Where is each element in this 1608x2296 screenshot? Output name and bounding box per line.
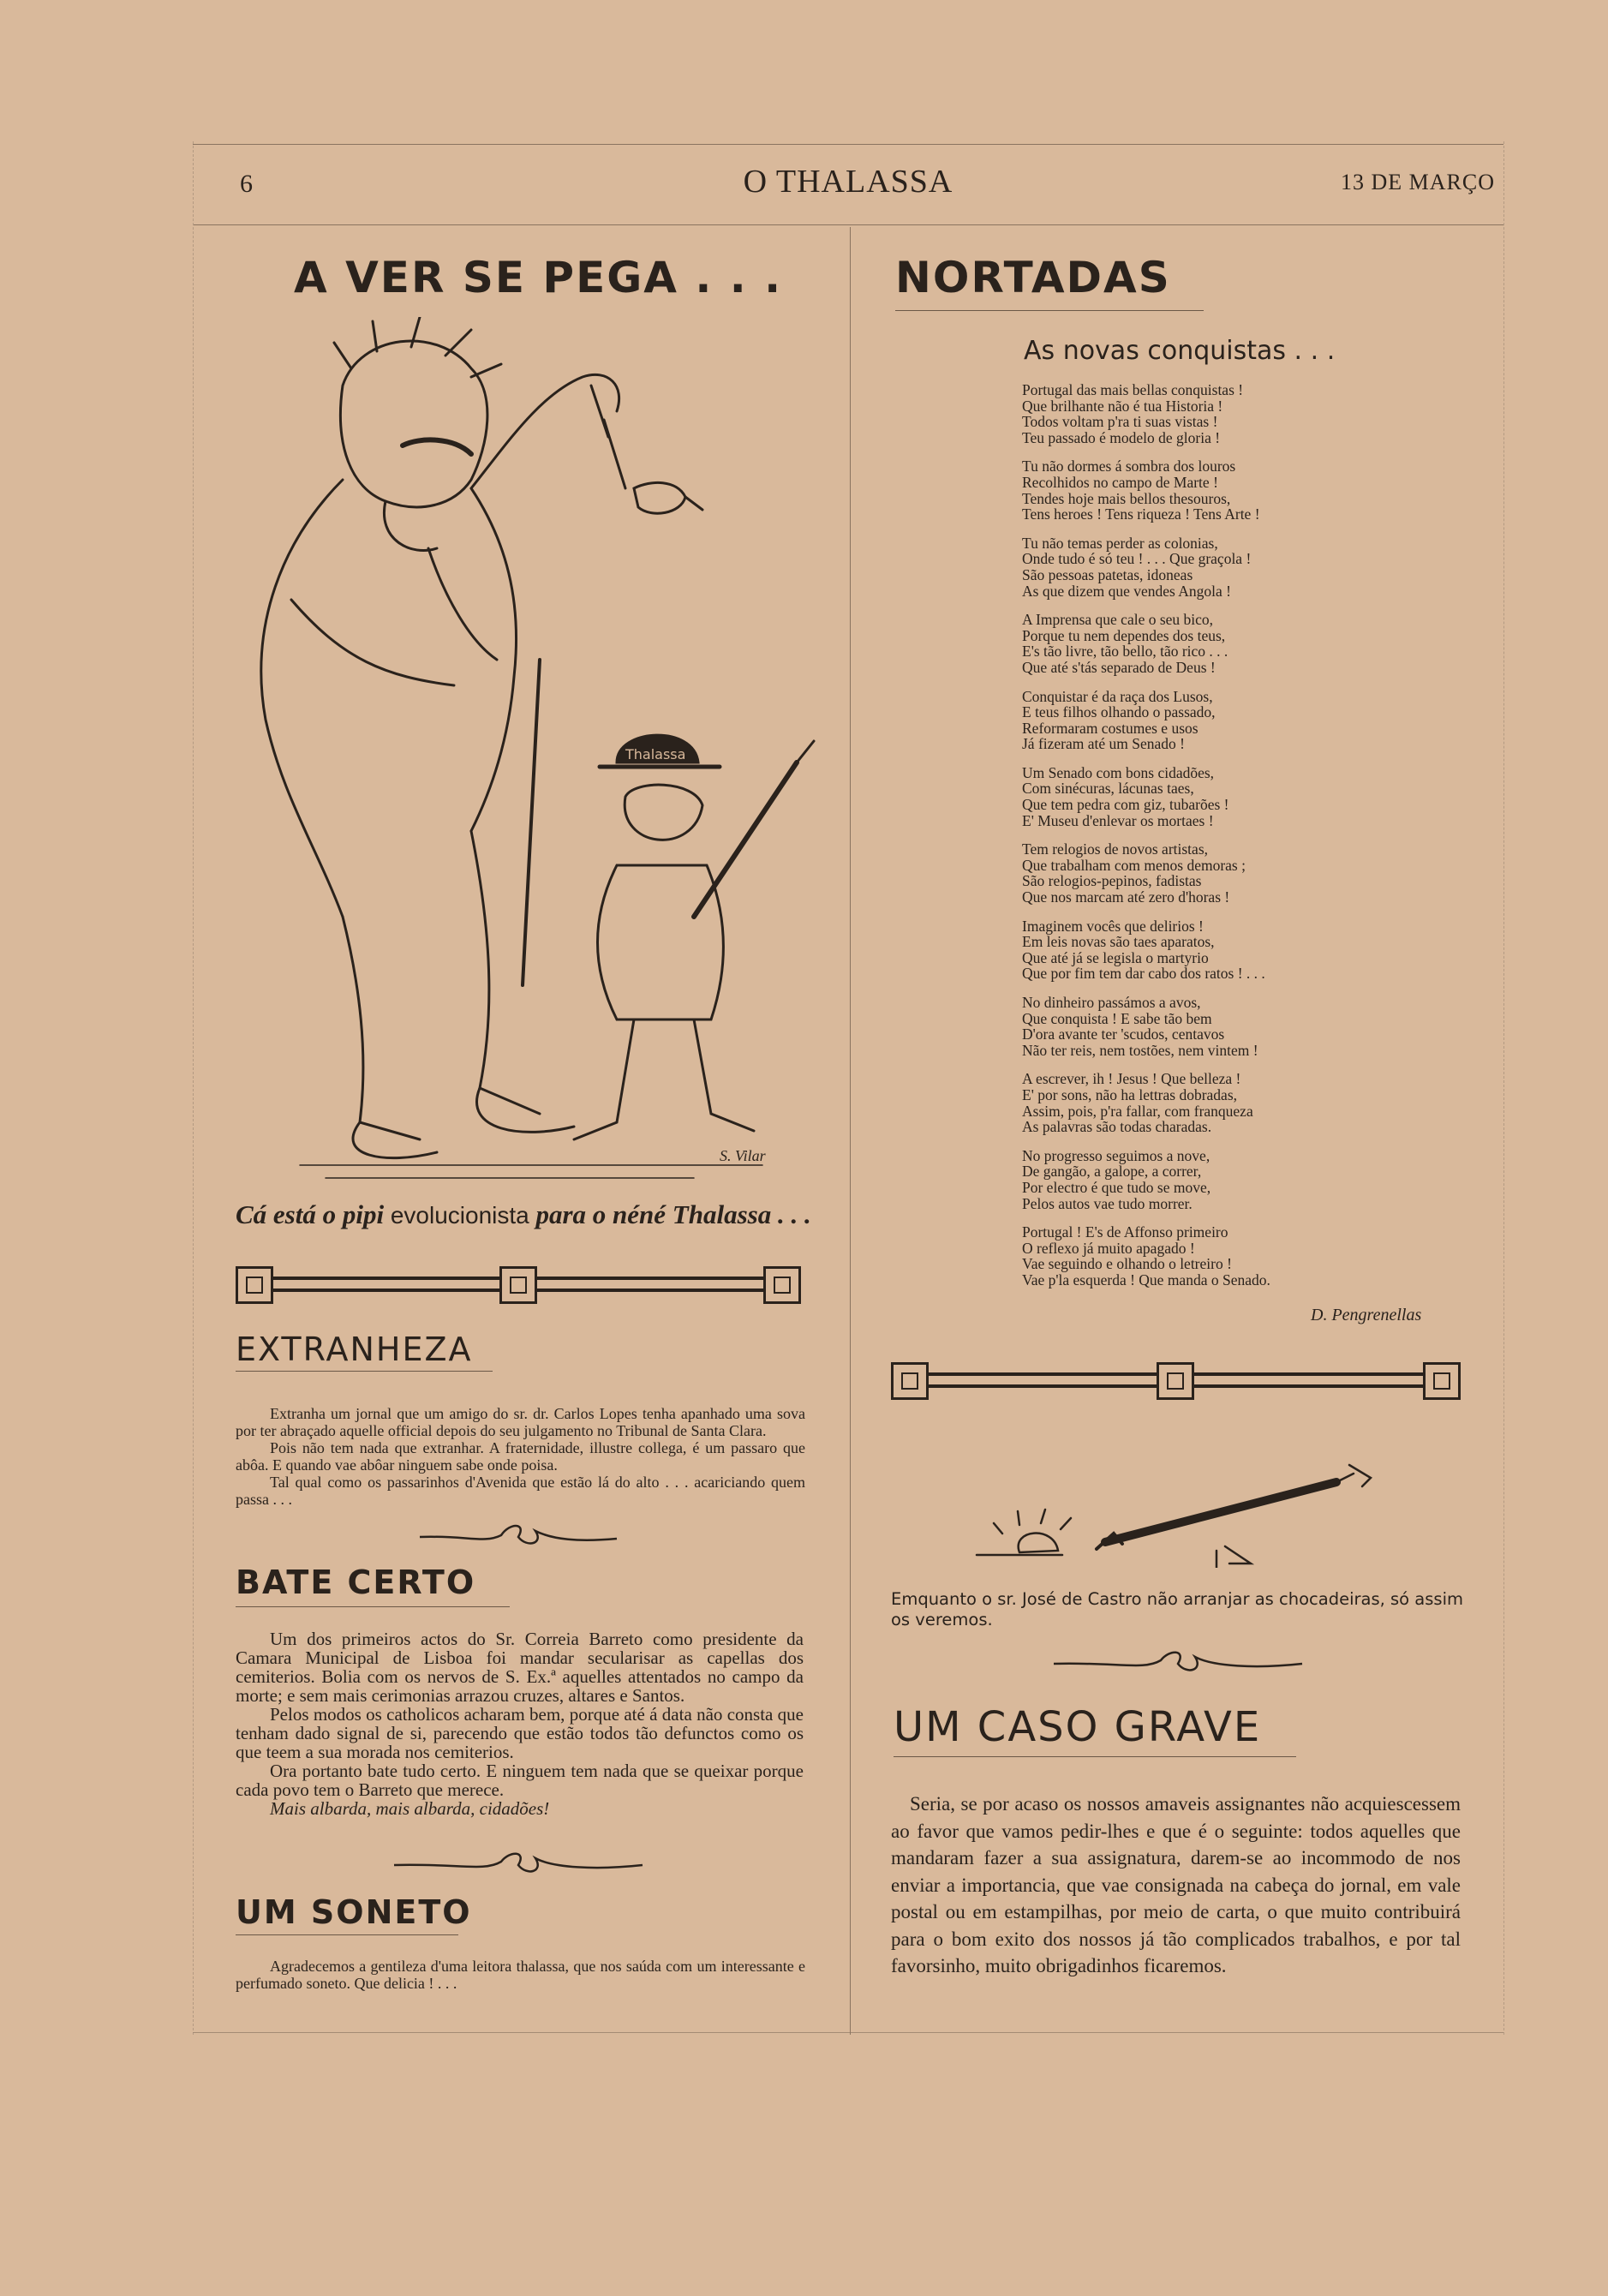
hat-label: Thalassa [625,746,686,762]
poem [1022,382,1348,1301]
poem-stanza: Portugal das mais bellas conquistas ! Que brilhante não é tua Historia ! Todos voltam p'ra ti suas vistas ! Teu passado é modelo de gloria ! [1022,381,1244,446]
flourish-divider [415,1518,621,1552]
cartoon-illustration [214,317,822,1199]
extranheza-body: Extranha um jornal que um amigo do sr. dr. Carlos Lopes tenha apanhado uma sova por ter abraçado aquelle official depois do seu julgamento no Tribunal de Santa Clara. Pois não tem nada que extranhar. A fraternidade, illustre collega, é um passaro que abôa. E quando vae abôar ninguem sabe onde poisa. Tal qual como os passarinhos d'Avenida que estão lá do alto . . . acariciando quem passa . . . [236,1405,805,1508]
caso-grave-body: Seria, se por acaso os nossos amaveis assignantes não acquiescessem ao favor que vamos pedir-lhes e que é o seguinte: todos aquelles que mandaram fazer a sua assignatura, darem-se ao incommodo de nos enviar a importancia, que vae consignada na cabeça do jornal, em vale postal ou em estampilhas, por meio de carta, o que muito contribuirá para o bom exito dos nossos já tão complicados trabalhos, e por tal favorsinho, muito obrigadinhos ficaremos. [891,1793,1461,1976]
poem-signature: D. Pengrenellas [1311,1306,1422,1324]
poem-stanza: Tem relogios de novos artistas, Que trabalham com menos demoras ; São relogios-pepinos, fadistas Que nos marcam até zero d'horas ! [1022,840,1246,906]
section-title-um-soneto: UM SONETO [236,1893,472,1931]
poem-stanza: A Imprensa que cale o seu bico, Porque tu nem dependes dos teus, E's tão livre, tão bello, tão rico . . . Que até s'tás separado de Deus ! [1022,611,1228,676]
page-header [193,163,1503,206]
poem-stanza: Tu não dormes á sombra dos louros Recolhidos no campo de Marte ! Tendes hoje mais bellos thesouros, Tens heroes ! Tens riqueza ! Tens Arte ! [1022,457,1260,523]
header-rule [193,224,1503,225]
poem-stanza: Um Senado com bons cidadões, Com sinécuras, lácunas taes, Que tem pedra com giz, tubarões ! E' Museu d'enlevar os mortaes ! [1022,763,1229,829]
frame-bottom [193,2032,1503,2033]
flourish-divider [1049,1645,1306,1679]
ornamental-divider [891,1362,1461,1405]
artist-signature: S. Vilar [720,1147,766,1164]
section-title-bate-certo: BATE CERTO [236,1564,476,1601]
poem-stanza: A escrever, ih ! Jesus ! Que belleza ! E' por sons, não ha lettras dobradas, Assim, pois, p'ra fallar, com franqueza As palavras são todas charadas. [1022,1070,1253,1136]
cartoon-title: A VER SE PEGA . . . [294,253,783,302]
cartoon-caption: Cá está o pipi evolucionista para o néné Thalassa . . . [236,1199,811,1229]
section-title-nortadas: NORTADAS [895,253,1171,302]
issue-date: 13 DE MARÇO [1340,170,1495,194]
poem-stanza: No progresso seguimos a nove, De gangão, a galope, a correr, Por electro é que tudo se move, Pelos autos vae tudo morrer. [1022,1146,1211,1212]
newspaper-title: O THALASSA [743,164,953,200]
bate-certo-body: Um dos primeiros actos do Sr. Correia Barreto como presidente da Camara Municipal de Lisboa foi mandar secularisar as capellas dos cemiterios. Bolia com os nervos de S. Ex.ª aquelles attentados no campo da morte; e sem mais cerimonias arrazou cruzes, altares e Santos. Pelos modos os catholicos acharam bem, porque até á data não consta que tenham dado signal de si, parecendo que estão todos tão defunctos como os que teem a sua morada nos cemiterios. Ora portanto bate tudo certo. E ninguem tem nada que se queixar porque cada povo tem o Barreto que merece. Mais albarda, mais albarda, cidadões! [236,1629,804,1819]
top-rule [193,144,1503,145]
ornamental-divider [236,1266,801,1309]
frame-left [193,141,194,2035]
illustration-caption: Emquanto o sr. José de Castro não arranjar as chocadeiras, só assim os veremos. [891,1589,1463,1629]
section-title-um-caso-grave: UM CASO GRAVE [894,1703,1262,1751]
section-title-extranheza: EXTRANHEZA [236,1330,473,1368]
poem-stanza: No dinheiro passámos a avos, Que conquista ! E sabe tão bem D'ora avante ter 'scudos, centavos Não ter reis, nem tostões, nem vintem ! [1022,994,1258,1059]
soneto-body: Agradecemos a gentileza d'uma leitora thalassa, que nos saúda com um interessante e perfumado soneto. Que delicia ! . . . [236,1958,805,1992]
poem-stanza: Conquistar é da raça dos Lusos, E teus filhos olhando o passado, Reformaram costumes e usos Já fizeram até um Senado ! [1022,687,1216,753]
page-number: 6 [240,170,253,198]
poem-stanza: Imaginem vocês que delirios ! Em leis novas são taes aparatos, Que até já se legisla o martyrio Que por fim tem dar cabo dos ratos ! . . . [1022,917,1265,983]
poem-stanza: Portugal ! E's de Affonso primeiro O reflexo já muito apagado ! Vae seguindo e olhando o letreiro ! Vae p'la esquerda ! Que manda o Senado. [1022,1223,1270,1289]
frame-right [1503,141,1504,2035]
poem-stanza: Tu não temas perder as colonias, Onde tudo é só teu ! . . . Que graçola ! São pessoas patetas, idoneas As que dizem que vendes Angola ! [1022,534,1252,600]
flourish-divider [390,1846,647,1880]
telescope-illustration [959,1448,1405,1568]
column-divider [850,227,851,2035]
poem-subtitle: As novas conquistas . . . [1024,336,1336,366]
